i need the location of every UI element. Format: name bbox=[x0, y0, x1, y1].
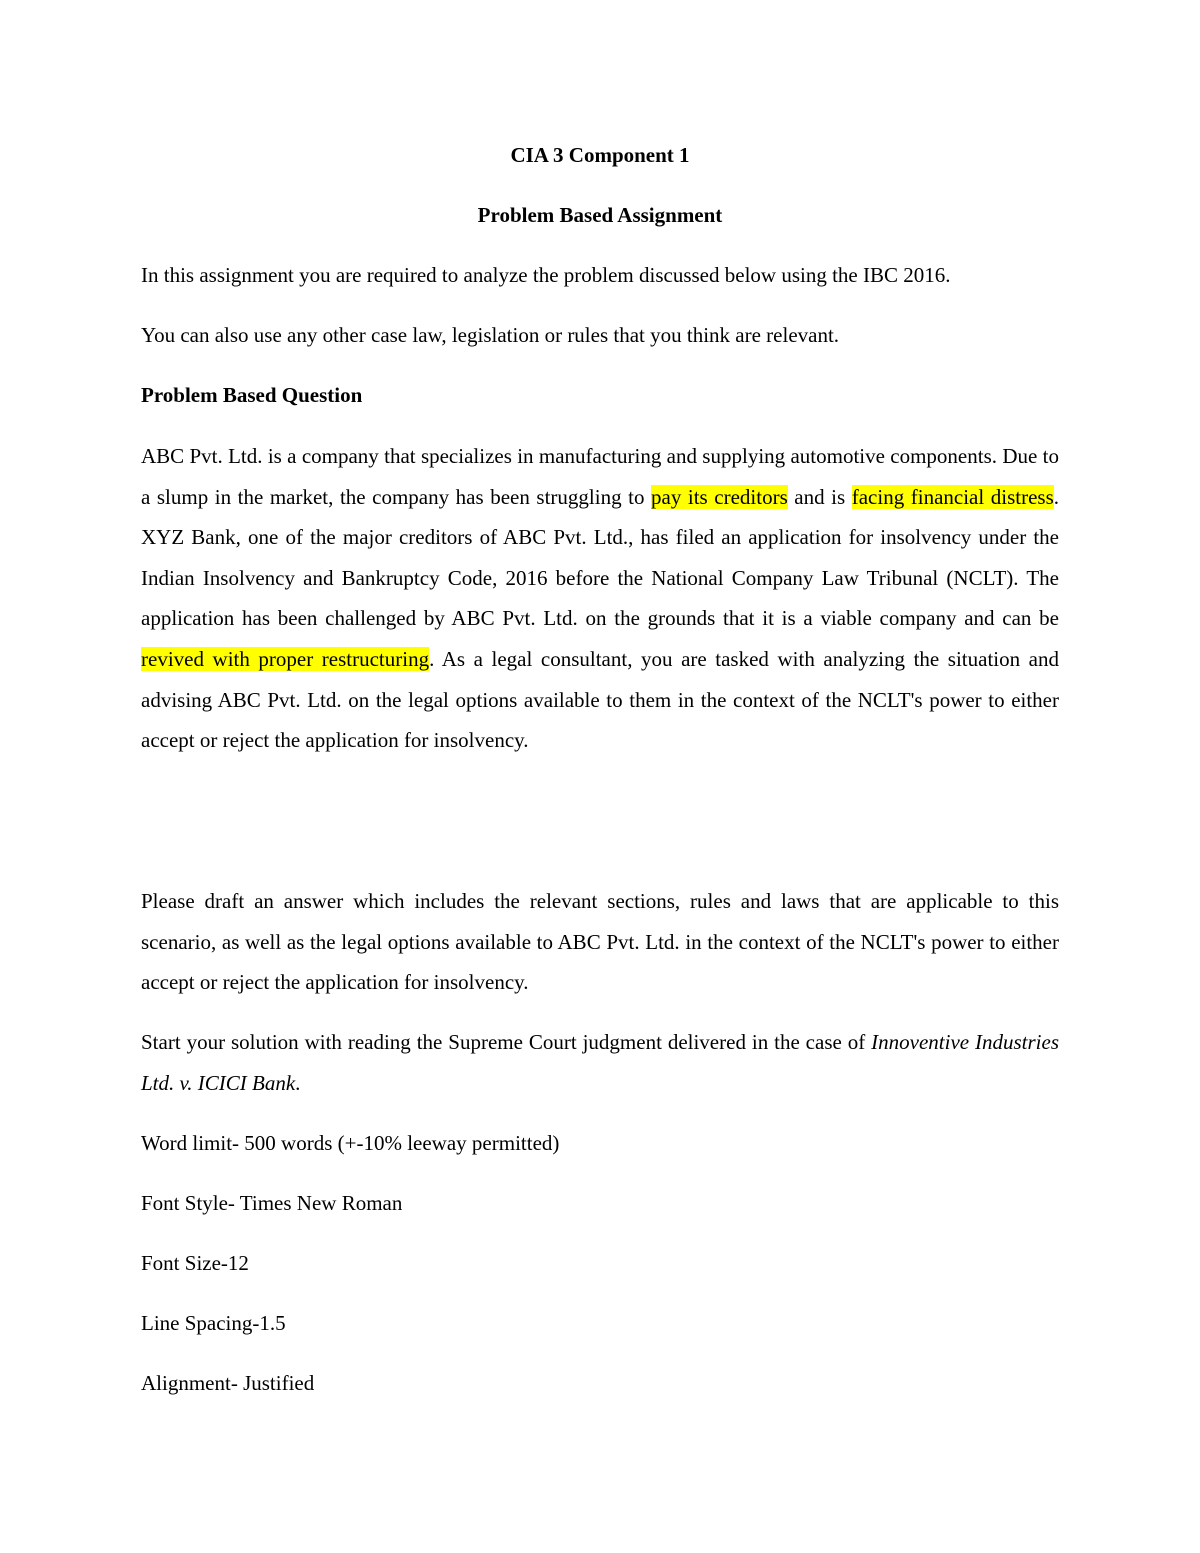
requirement-font-style: Font Style- Times New Roman bbox=[141, 1191, 403, 1215]
highlight-financial-distress: facing financial distress bbox=[851, 484, 1054, 509]
intro-paragraph-2: You can also use any other case law, legislation or rules that you think are relevant. bbox=[141, 323, 840, 347]
problem-text-1: ABC Pvt. Ltd. is a company that specializes in manufacturing and supplying automotive components. Due to a slump in the market, the company has been struggling to bbox=[141, 444, 1059, 509]
highlight-pay-creditors: pay its creditors bbox=[651, 484, 788, 509]
highlight-revived-restructuring: revived with proper restructuring bbox=[141, 646, 430, 671]
intro-paragraph-1: In this assignment you are required to analyze the problem discussed below using the IBC 2016. bbox=[141, 263, 951, 287]
start-note-text: Start your solution with reading the Supreme Court judgment delivered in the case of bbox=[141, 1030, 872, 1054]
requirement-alignment: Alignment- Justified bbox=[141, 1371, 315, 1395]
start-note-end: . bbox=[295, 1070, 301, 1095]
document-subtitle: Problem Based Assignment bbox=[477, 203, 723, 227]
problem-text-3: . XYZ Bank, one of the major creditors of ABC Pvt. Ltd., has filed an application for insolvency under the Indian Insolvency and Bankruptcy Code, 2016 before the National Company Law Tribunal (NCLT). The application has been challenged by ABC Pvt. Ltd. on the grounds that it is a viable company and can be bbox=[141, 484, 1060, 631]
document-title: CIA 3 Component 1 bbox=[510, 143, 690, 167]
requirement-line-spacing: Line Spacing-1.5 bbox=[141, 1311, 286, 1335]
problem-text-2: and is bbox=[787, 484, 852, 509]
requirement-font-size: Font Size-12 bbox=[141, 1251, 249, 1275]
problem-paragraph bbox=[141, 436, 1059, 761]
case-name: Innoventive Industries Ltd. v. ICICI Bank bbox=[141, 1030, 1059, 1095]
start-note-paragraph bbox=[141, 1022, 1059, 1103]
problem-text-4: . As a legal consultant, you are tasked with analyzing the situation and advising ABC Pvt. Ltd. on the legal options available to them in the context of the NCLT's power to either accept or reject the application for insolvency. bbox=[141, 646, 1059, 753]
instruction-paragraph: Please draft an answer which includes the relevant sections, rules and laws that are applicable to this scenario, as well as the legal options available to ABC Pvt. Ltd. in the context of the NCLT's power to either accept or reject the application for insolvency. bbox=[141, 889, 1059, 995]
requirement-word-limit: Word limit- 500 words (+-10% leeway permitted) bbox=[141, 1131, 560, 1155]
question-heading: Problem Based Question bbox=[141, 383, 363, 407]
